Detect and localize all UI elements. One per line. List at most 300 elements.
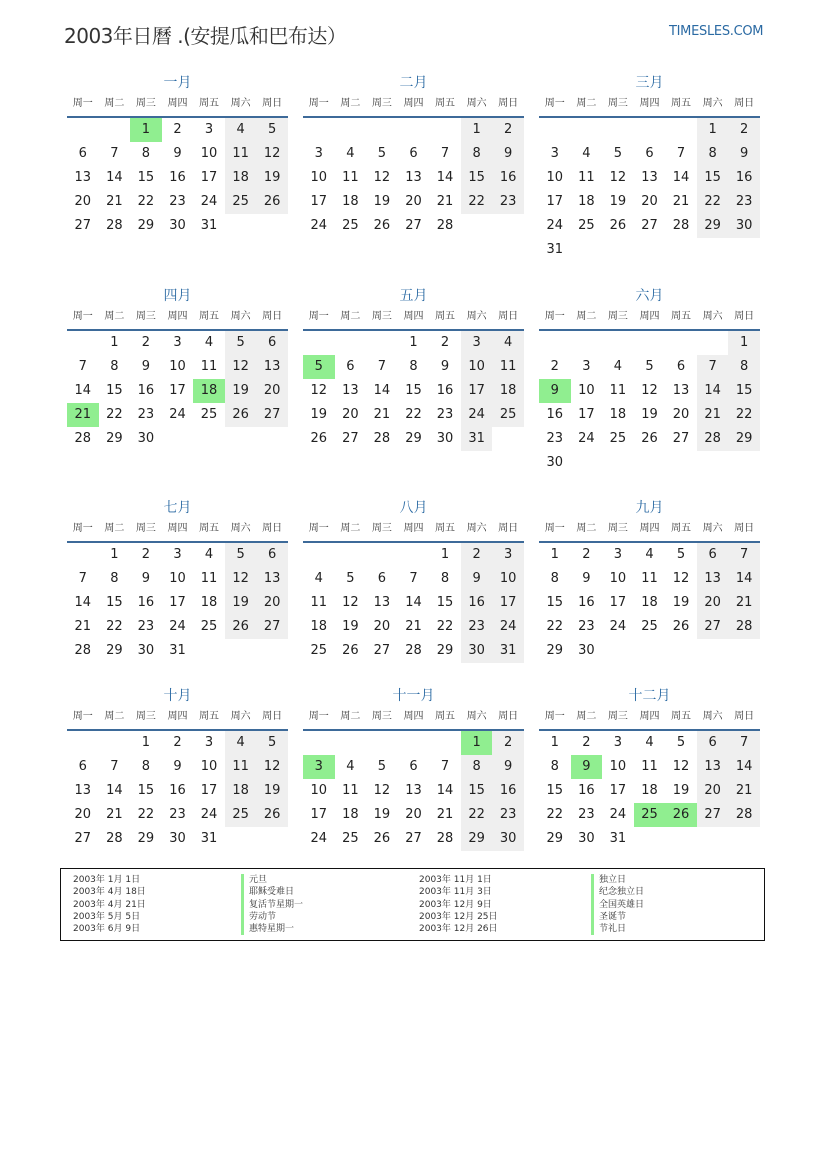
day-cell: 24 [200, 807, 218, 822]
day-cell [571, 118, 603, 142]
weekday-label: 周四 [167, 98, 188, 109]
day-cell [67, 543, 99, 567]
day-cell: 26 [609, 218, 627, 233]
day-cell: 30 [578, 643, 595, 658]
day-cell: 19 [609, 194, 627, 209]
day-cell: 26 [672, 619, 690, 634]
weekday-label: 周一 [544, 311, 565, 322]
week-row [303, 403, 524, 427]
day-cell: 31 [461, 427, 493, 451]
day-cell: 17 [169, 383, 186, 398]
day-cell [162, 427, 194, 451]
day-cell: 4 [613, 359, 623, 374]
weekday-label: 周四 [403, 711, 424, 722]
day-cell: 22 [436, 619, 454, 634]
day-cell [366, 731, 398, 755]
day-cell [697, 639, 729, 663]
day-cell: 14 [728, 567, 760, 591]
day-cell: 6 [256, 543, 288, 567]
weekday-label: 周一 [72, 311, 93, 322]
weekday-label: 周二 [340, 98, 361, 109]
day-cell: 6 [78, 146, 87, 161]
day-cell: 16 [578, 783, 595, 798]
week-row [67, 379, 288, 403]
day-cell [366, 331, 398, 355]
day-cell: 2 [173, 122, 182, 137]
day-cell: 29 [461, 827, 493, 851]
day-cell: 28 [106, 831, 123, 846]
day-cell: 10 [169, 571, 186, 586]
legend-holiday-name: 劳动节 [241, 911, 303, 923]
day-cell: 29 [106, 431, 123, 446]
weekday-label: 周一 [544, 98, 565, 109]
month-10 [67, 685, 288, 851]
weekday-label: 周三 [135, 98, 156, 109]
day-cell: 25 [200, 407, 218, 422]
day-cell: 4 [645, 735, 654, 750]
weekday-label: 周五 [671, 311, 692, 322]
weekday-label: 周二 [340, 711, 361, 722]
weekday-label: 周二 [576, 711, 597, 722]
day-cell [634, 451, 666, 475]
legend-date: 2003年 4月 18日 [73, 887, 146, 898]
legend-date: 2003年 11月 1日 [419, 875, 492, 885]
day-cell: 27 [697, 615, 729, 639]
day-cell: 11 [342, 783, 359, 798]
day-cell: 6 [697, 543, 729, 567]
day-cell: 14 [405, 595, 422, 610]
day-cell [193, 427, 225, 451]
day-cell: 13 [256, 567, 288, 591]
day-cell [398, 543, 430, 567]
week-row [303, 827, 524, 851]
month-11 [303, 685, 524, 851]
day-cell: 21 [728, 591, 760, 615]
weekday-header [303, 94, 524, 118]
day-cell: 19 [225, 591, 257, 615]
week-row [303, 779, 524, 803]
day-cell: 28 [106, 218, 123, 233]
day-cell: 20 [256, 591, 288, 615]
month-6 [539, 285, 760, 475]
day-cell: 25 [492, 403, 524, 427]
day-cell: 7 [409, 571, 418, 586]
day-cell: 10 [200, 759, 218, 774]
day-cell: 9 [141, 359, 151, 374]
day-cell: 11 [578, 170, 595, 185]
day-cell: 20 [405, 194, 422, 209]
day-cell: 3 [550, 146, 559, 161]
day-cell: 17 [310, 194, 328, 209]
day-cell: 24 [609, 807, 627, 822]
day-cell: 8 [728, 355, 760, 379]
day-cell: 21 [728, 779, 760, 803]
day-cell: 27 [672, 431, 690, 446]
weekday-label: 周六 [230, 311, 251, 322]
day-cell: 13 [697, 567, 729, 591]
week-row [539, 615, 760, 639]
weekday-label: 周日 [734, 711, 755, 722]
legend-date: 2003年 4月 21日 [73, 899, 146, 910]
weekday-label: 周一 [72, 523, 93, 534]
month-8 [303, 497, 524, 663]
day-cell: 31 [200, 831, 218, 846]
weekday-label: 周四 [403, 98, 424, 109]
weekday-label: 周六 [230, 523, 251, 534]
month-name: 十二月 [628, 688, 671, 704]
day-cell: 15 [728, 379, 760, 403]
weekday-header [303, 307, 524, 331]
day-cell [335, 543, 367, 567]
weekday-label: 周日 [734, 98, 755, 109]
week-row [539, 214, 760, 238]
day-cell: 21 [405, 619, 422, 634]
day-cell: 17 [169, 595, 186, 610]
day-cell: 12 [342, 595, 359, 610]
day-cell: 27 [342, 431, 359, 446]
day-cell: 12 [310, 383, 328, 398]
day-cell: 24 [461, 403, 493, 427]
day-cell [256, 639, 288, 663]
month-4 [67, 285, 288, 451]
week-row [303, 567, 524, 591]
weekday-label: 周日 [262, 523, 283, 534]
day-cell: 30 [137, 431, 155, 446]
weekday-label: 周三 [607, 523, 628, 534]
day-cell: 31 [492, 639, 524, 663]
day-cell: 22 [461, 803, 493, 827]
day-cell: 15 [546, 783, 564, 798]
week-row [539, 403, 760, 427]
weekday-label: 周三 [607, 311, 628, 322]
day-cell: 1 [409, 335, 418, 350]
day-cell: 9 [141, 571, 151, 586]
day-cell: 16 [436, 383, 454, 398]
day-cell: 26 [310, 431, 328, 446]
week-row [303, 591, 524, 615]
weekday-label: 周日 [498, 711, 519, 722]
day-cell: 28 [373, 431, 391, 446]
day-cell: 14 [436, 783, 454, 798]
day-cell [492, 427, 524, 451]
weekday-label: 周四 [167, 711, 188, 722]
weekday-label: 周日 [734, 523, 755, 534]
month-1 [67, 72, 288, 238]
weekday-header [67, 519, 288, 543]
day-cell: 7 [676, 146, 686, 161]
day-cell: 21 [436, 194, 454, 209]
weekday-label: 周四 [167, 311, 188, 322]
week-row [67, 214, 288, 238]
weekday-label: 周三 [371, 98, 392, 109]
day-cell: 13 [641, 170, 658, 185]
day-cell: 25 [342, 831, 359, 846]
day-cell: 21 [106, 194, 123, 209]
day-cell: 17 [461, 379, 493, 403]
day-cell: 22 [106, 407, 123, 422]
day-cell: 6 [409, 759, 418, 774]
day-cell: 11 [641, 759, 658, 774]
day-cell: 8 [461, 755, 493, 779]
day-cell [539, 331, 571, 355]
week-row [539, 451, 760, 475]
week-row [303, 427, 524, 451]
day-cell: 7 [440, 759, 450, 774]
week-row [303, 755, 524, 779]
day-cell [99, 118, 131, 142]
day-cell: 14 [436, 170, 454, 185]
day-cell [429, 731, 461, 755]
day-cell: 15 [137, 170, 155, 185]
day-cell [335, 331, 367, 355]
day-cell: 30 [436, 431, 454, 446]
day-cell: 8 [461, 142, 493, 166]
legend-date: 2003年 11月 3日 [419, 887, 492, 898]
day-cell [602, 331, 634, 355]
day-cell [665, 827, 697, 851]
day-cell [728, 639, 760, 663]
holiday-legend [60, 868, 765, 941]
week-row [539, 355, 760, 379]
day-cell: 30 [546, 455, 564, 470]
week-row [539, 166, 760, 190]
weekday-label: 周五 [199, 711, 220, 722]
week-row [67, 591, 288, 615]
day-cell: 21 [672, 194, 690, 209]
day-cell: 29 [697, 214, 729, 238]
day-cell: 27 [74, 218, 92, 233]
day-cell: 4 [204, 547, 214, 562]
day-cell: 8 [440, 571, 450, 586]
day-cell: 27 [373, 643, 391, 658]
day-cell: 9 [728, 142, 760, 166]
weekday-label: 周五 [435, 523, 456, 534]
weekday-label: 周六 [230, 711, 251, 722]
day-cell: 24 [169, 619, 186, 634]
week-row [539, 803, 760, 827]
legend-holiday-name: 惠特星期一 [241, 923, 303, 935]
day-cell [697, 238, 729, 262]
day-cell: 17 [609, 595, 627, 610]
day-cell [335, 118, 367, 142]
holiday-day-cell: 21 [67, 403, 99, 427]
day-cell: 2 [492, 731, 524, 755]
weekday-label: 周日 [498, 523, 519, 534]
day-cell: 18 [342, 194, 359, 209]
day-cell: 23 [492, 803, 524, 827]
day-cell: 23 [137, 619, 155, 634]
holiday-day-cell: 9 [571, 755, 603, 779]
day-cell: 3 [204, 122, 214, 137]
day-cell: 22 [405, 407, 422, 422]
weekday-label: 周一 [544, 523, 565, 534]
month-name: 三月 [635, 75, 664, 91]
day-cell: 13 [373, 595, 391, 610]
weekday-label: 周六 [702, 311, 723, 322]
day-cell [492, 214, 524, 238]
week-row [67, 755, 288, 779]
day-cell: 28 [436, 831, 454, 846]
day-cell: 14 [106, 783, 123, 798]
day-cell: 1 [141, 735, 151, 750]
day-cell: 7 [110, 759, 119, 774]
day-cell: 26 [225, 615, 257, 639]
day-cell: 23 [461, 615, 493, 639]
holiday-day-cell: 18 [193, 379, 225, 403]
legend-holiday-name: 复活节星期一 [241, 899, 303, 911]
day-cell: 4 [314, 571, 323, 586]
day-cell: 21 [373, 407, 391, 422]
day-cell: 25 [200, 619, 218, 634]
day-cell: 14 [74, 595, 92, 610]
day-cell: 12 [256, 755, 288, 779]
weekday-label: 周五 [671, 98, 692, 109]
site-link[interactable]: TIMESLES.COM [669, 24, 764, 39]
day-cell [634, 827, 666, 851]
day-cell: 14 [672, 170, 690, 185]
day-cell: 21 [74, 619, 92, 634]
day-cell: 18 [225, 166, 257, 190]
day-cell [303, 543, 335, 567]
day-cell: 20 [697, 779, 729, 803]
day-cell: 4 [225, 731, 257, 755]
day-cell: 9 [440, 359, 450, 374]
day-cell: 29 [546, 831, 564, 846]
day-cell: 17 [200, 170, 218, 185]
day-cell [571, 451, 603, 475]
week-row [303, 190, 524, 214]
day-cell [67, 118, 99, 142]
week-row [303, 214, 524, 238]
day-cell: 18 [641, 783, 658, 798]
weekday-header [67, 307, 288, 331]
day-cell: 11 [609, 383, 627, 398]
day-cell: 15 [137, 783, 155, 798]
legend-holiday-name: 耶稣受难日 [241, 886, 303, 898]
week-row [67, 639, 288, 663]
day-cell: 2 [173, 735, 182, 750]
day-cell: 30 [461, 639, 493, 663]
day-cell: 5 [225, 543, 257, 567]
month-name: 四月 [163, 288, 192, 304]
day-cell: 2 [440, 335, 450, 350]
day-cell: 8 [110, 571, 119, 586]
day-cell [67, 331, 99, 355]
legend-date: 2003年 12月 9日 [419, 899, 492, 910]
weekday-label: 周四 [639, 711, 660, 722]
weekday-label: 周日 [262, 98, 283, 109]
day-cell: 26 [342, 643, 359, 658]
day-cell: 18 [609, 407, 627, 422]
day-cell: 23 [578, 619, 595, 634]
day-cell: 6 [676, 359, 686, 374]
week-row [539, 543, 760, 567]
legend-holiday-name: 全国英雄日 [591, 899, 644, 911]
day-cell: 20 [74, 194, 92, 209]
day-cell: 6 [256, 331, 288, 355]
day-cell: 7 [440, 146, 450, 161]
day-cell: 24 [200, 194, 218, 209]
day-cell: 30 [169, 831, 186, 846]
day-cell [634, 238, 666, 262]
legend-dates-col-1 [73, 874, 146, 935]
day-cell: 19 [256, 779, 288, 803]
day-cell: 13 [672, 383, 690, 398]
day-cell [665, 331, 697, 355]
day-cell: 3 [204, 735, 214, 750]
day-cell: 3 [461, 331, 493, 355]
day-cell [256, 214, 288, 238]
day-cell: 22 [728, 403, 760, 427]
month-name: 五月 [399, 288, 428, 304]
day-cell [634, 639, 666, 663]
day-cell: 5 [346, 571, 355, 586]
day-cell: 7 [697, 355, 729, 379]
weekday-label: 周一 [308, 711, 329, 722]
month-name: 六月 [635, 288, 664, 304]
day-cell: 18 [641, 595, 658, 610]
day-cell: 6 [697, 731, 729, 755]
day-cell [225, 827, 257, 851]
week-row [67, 427, 288, 451]
weekday-label: 周三 [371, 523, 392, 534]
day-cell: 11 [200, 571, 218, 586]
day-cell: 18 [492, 379, 524, 403]
day-cell: 21 [106, 807, 123, 822]
week-row [303, 166, 524, 190]
weekday-label: 周日 [262, 311, 283, 322]
week-row [539, 591, 760, 615]
day-cell: 4 [582, 146, 591, 161]
day-cell: 23 [137, 407, 155, 422]
weekday-label: 周一 [544, 711, 565, 722]
legend-date: 2003年 1月 1日 [73, 875, 141, 885]
holiday-day-cell: 5 [303, 355, 335, 379]
weekday-label: 周五 [435, 98, 456, 109]
week-row [67, 615, 288, 639]
day-cell [728, 238, 760, 262]
day-cell: 15 [436, 595, 454, 610]
week-row [303, 331, 524, 355]
day-cell: 9 [173, 759, 182, 774]
day-cell: 15 [106, 595, 123, 610]
weekday-label: 周二 [576, 311, 597, 322]
weekday-label: 周六 [702, 98, 723, 109]
day-cell: 13 [342, 383, 359, 398]
day-cell: 27 [74, 831, 92, 846]
week-row [67, 142, 288, 166]
month-5 [303, 285, 524, 451]
day-cell: 30 [169, 218, 186, 233]
weekday-label: 周六 [230, 98, 251, 109]
day-cell: 29 [436, 643, 454, 658]
week-row [539, 731, 760, 755]
week-row [67, 543, 288, 567]
day-cell: 8 [141, 146, 151, 161]
day-cell: 31 [200, 218, 218, 233]
day-cell: 2 [461, 543, 493, 567]
day-cell: 23 [578, 807, 595, 822]
day-cell [303, 731, 335, 755]
day-cell [602, 639, 634, 663]
day-cell [665, 451, 697, 475]
week-row [539, 238, 760, 262]
day-cell: 25 [225, 190, 257, 214]
day-cell: 6 [346, 359, 355, 374]
weekday-header [539, 519, 760, 543]
day-cell: 12 [256, 142, 288, 166]
day-cell: 25 [342, 218, 359, 233]
